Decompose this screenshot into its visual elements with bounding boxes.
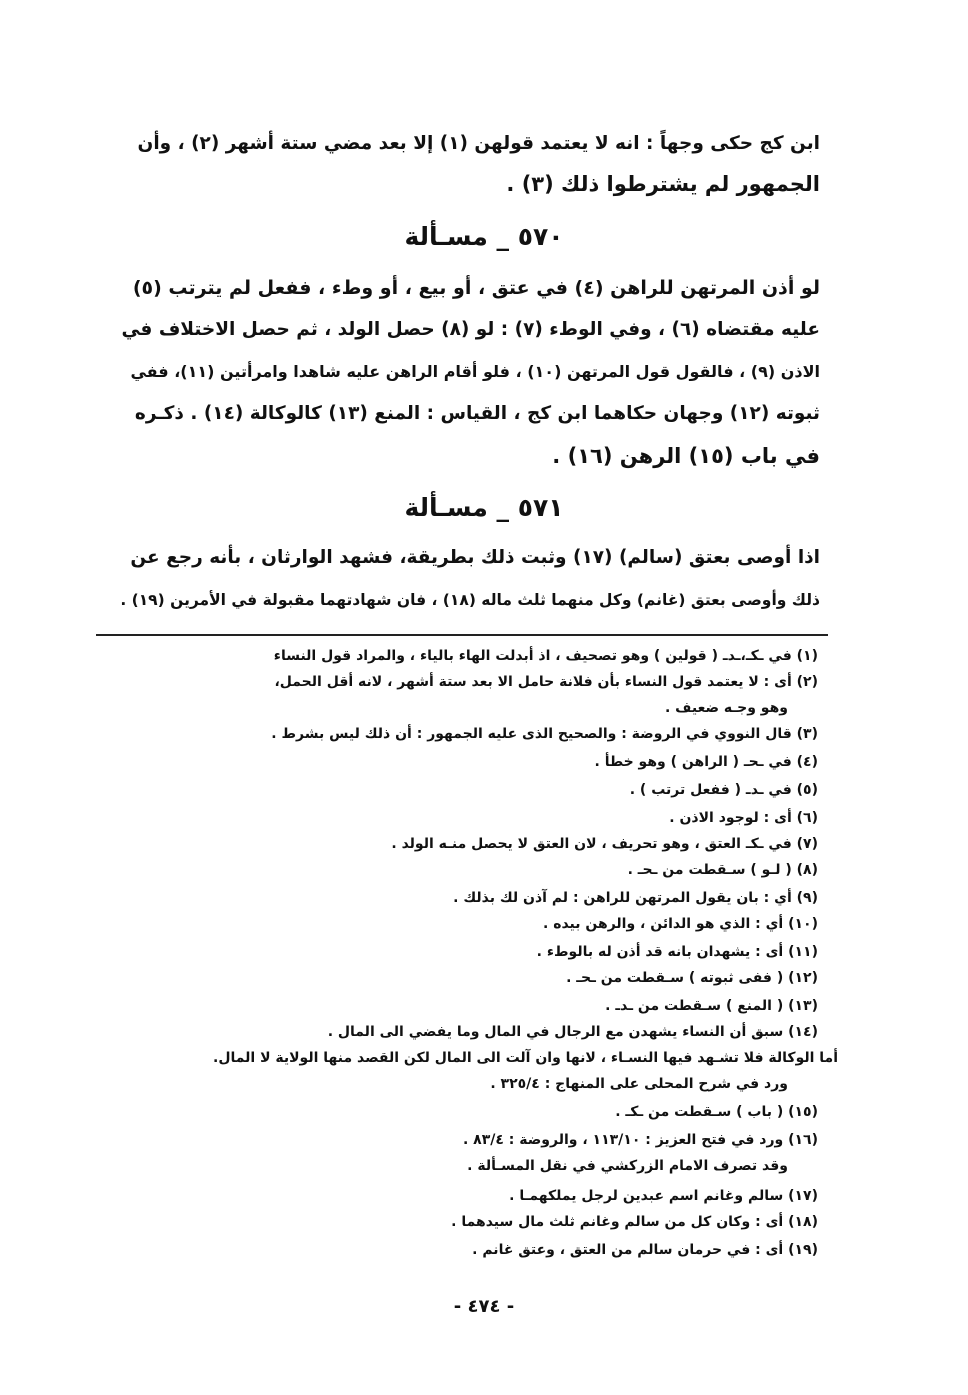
footnote: (٥) في ـدـ ( ففعل ترتب ) . [629, 782, 818, 798]
footnote-continuation: وقد تصرف الامام الزركشي في نقل المسـألة . [467, 1158, 788, 1174]
footnote: (١٢) ( ففى ثبوته ) سـقطت من ـحـ . [566, 970, 818, 986]
footnote: (٤) في ـحـ ( الراهن ) وهو خطأ . [594, 754, 818, 770]
footnote: (١٥) ( باب ) سـقطت من ـكـ . [615, 1104, 818, 1120]
footnote: (١٩) أى : في حرمان سالم من العتق ، وعتق غانم . [472, 1242, 818, 1258]
body-line: ثبوته (١٢) وجهان حكاهما ابن كج ، القياس : المنع (١٣) كالوكالة (١٤) . ذكـره [134, 403, 820, 424]
footnote-continuation: أما الوكالة فلا تشـهد فيها النسـاء ، لانها وان آلت الى المال لكن القصد منها الولاية لا المال. [213, 1050, 838, 1066]
page-number: - ٤٧٤ - [453, 1296, 515, 1317]
footnote: (٨) ( لـو ) سـقطت من ـحـ . [627, 862, 818, 878]
body-line: لو أذن المرتهن للراهن (٤) في عتق ، أو بيع ، أو وطء ، ففعل لم يترتب (٥) [132, 277, 820, 299]
footnote-continuation: ورد في شرح المحلى على المنهاج : ٣٢٥/٤ . [490, 1076, 788, 1092]
body-line: عليه مقتضاه (٦) ، وفي الوطء (٧) : لو (٨) حصل الولد ، ثم حصل الاختلاف في [121, 319, 820, 340]
body-line: في باب (١٥) الرهن (١٦) . [552, 444, 820, 468]
body-line: اذا أوصى بعتق (سالم) (١٧) وثبت ذلك بطريقة، فشهد الوارثان ، بأنه رجع عن [130, 547, 820, 568]
footnote: (١٣) ( المنع ) سـقطت من ـدـ . [605, 998, 818, 1014]
body-line: ابن كج حكى وجهاً : انه لا يعتمد قولهن (١) إلا بعد مضي ستة أشهر (٢) ، وأن [137, 133, 820, 154]
body-line: الجمهور لم يشترطوا ذلك (٣) . [506, 172, 820, 196]
footnote: (١٠) أي : الذي هو الدائن ، والرهن بيده . [543, 916, 818, 932]
body-line: ذلك وأوصى بعتق (غانم) وكل منهما ثلث ماله (١٨) ، فان شهادتهما مقبولة في الأمرين (١٩) . [120, 591, 820, 609]
body-line: الاذن (٩) ، فالقول قول المرتهن (١٠) ، فلو أقام الراهن عليه شاهدا وامرأتين (١١)، ففي [130, 362, 820, 381]
footnote: (٢) أى : لا يعتمد قول النساء بأن فلانة حامل الا بعد ستة أشهر ، لانه أقل الحمل، [274, 674, 818, 690]
footnote: (١) في ـكـ،ـدـ ( قولين ) وهو تصحيف ، اذ أبدلت الهاء بالياء ، والمراد قول النساء [273, 648, 818, 664]
footnote: (١٤) سبق أن النساء يشهدن مع الرجال في المال وما يفضي الى المال . [327, 1024, 818, 1040]
footnote: (١٦) ورد في فتح العزيز : ١١٣/١٠ ، والروضة : ٨٣/٤ . [462, 1132, 818, 1148]
footnote: (١٨) أى : وكان كل من سالم وغانم ثلث مال سيدهما . [451, 1214, 818, 1230]
footnote: (٣) قال النووي في الروضة : والصحيح الذى عليه الجمهور : أن ذلك ليس بشرط . [271, 726, 818, 742]
section-heading: ٥٧٠ _ مسـألة [404, 222, 564, 251]
footnote: (١١) أى : يشهدان بانه قد أذن له بالوطء . [536, 944, 818, 960]
footnote: (٦) أى : لوجود الاذن . [669, 810, 818, 826]
footnote-continuation: وهو وجـه ضعيف . [664, 700, 788, 716]
footnote: (٧) في ـكـ العتق ، وهو تحريف ، لان العتق لا يحصل منـه الولد . [391, 836, 818, 852]
footnote: (١٧) سالم وغانم اسم عبدين لرجل يملكهمـا . [509, 1188, 818, 1204]
footnote-separator [96, 634, 828, 636]
section-heading: ٥٧١ _ مسـألة [404, 493, 564, 522]
footnote: (٩) أي : بان يقول المرتهن للراهن : لم آذن لك بذلك . [453, 890, 818, 906]
